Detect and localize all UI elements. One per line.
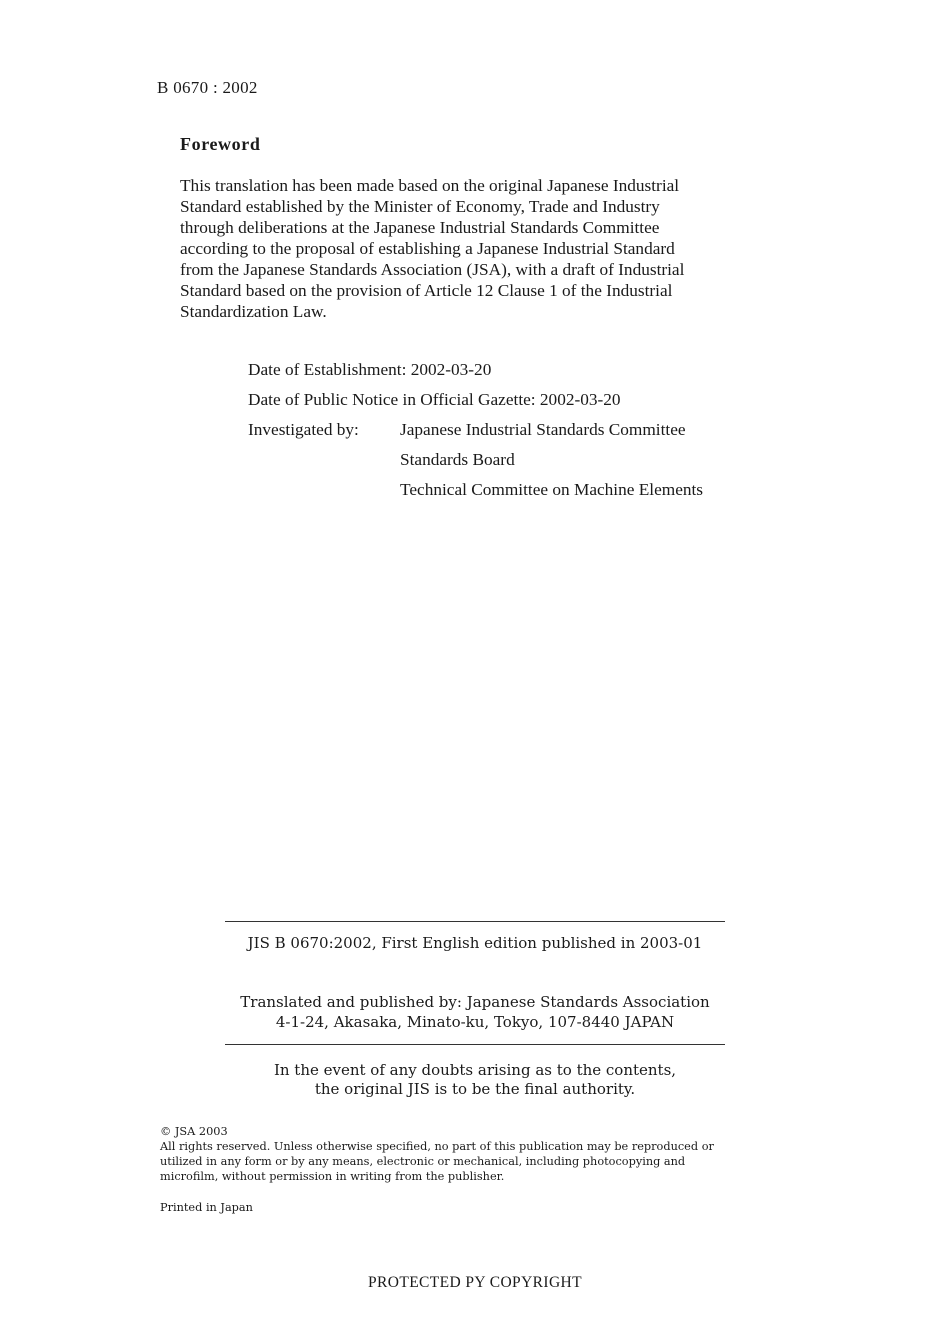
rights-line: utilized in any form or by any means, electronic or mechanical, including photocopying and <box>160 1155 686 1168</box>
investigator-committee: Japanese Industrial Standards Committee <box>400 420 686 439</box>
foreword-line: This translation has been made based on the original Japanese Industrial <box>180 176 680 195</box>
foreword-paragraph <box>180 175 790 322</box>
rights-line: All rights reserved. Unless otherwise specified, no part of this publication may be reproduced or <box>160 1140 714 1153</box>
foreword-heading: Foreword <box>180 134 261 154</box>
authority-note-line2: the original JIS is to be the final authority. <box>314 1080 636 1098</box>
publisher-address: 4-1-24, Akasaka, Minato-ku, Tokyo, 107-8440 JAPAN <box>275 1013 675 1031</box>
divider-bottom <box>225 1044 725 1045</box>
foreword-line: from the Japanese Standards Association (JSA), with a draft of Industrial <box>180 260 685 279</box>
foreword-line: Standardization Law. <box>180 302 327 321</box>
document-code: B 0670 : 2002 <box>157 78 258 97</box>
printed-in: Printed in Japan <box>160 1201 253 1214</box>
investigator-technical-committee: Technical Committee on Machine Elements <box>400 480 704 499</box>
investigated-by-label: Investigated by: <box>248 420 359 439</box>
divider-top <box>225 921 725 922</box>
copyright-notice: © JSA 2003 <box>160 1125 228 1138</box>
foreword-line: Standard based on the provision of Article 12 Clause 1 of the Industrial <box>180 281 673 300</box>
establishment-date: Date of Establishment: 2002-03-20 <box>248 360 492 379</box>
foreword-line: Standard established by the Minister of Economy, Trade and Industry <box>180 197 660 216</box>
foreword-line: through deliberations at the Japanese Industrial Standards Committee <box>180 218 660 237</box>
edition-info: JIS B 0670:2002, First English edition published in 2003-01 <box>247 934 703 952</box>
investigator-board: Standards Board <box>400 450 515 469</box>
foreword-line: according to the proposal of establishing a Japanese Industrial Standard <box>180 239 675 258</box>
authority-note-line1: In the event of any doubts arising as to the contents, <box>273 1061 677 1079</box>
public-notice-date: Date of Public Notice in Official Gazette: 2002-03-20 <box>248 390 621 409</box>
publisher-line: Translated and published by: Japanese Standards Association <box>240 993 710 1011</box>
copyright-stamp: PROTECTED PY COPYRIGHT <box>367 1274 583 1291</box>
rights-line: microfilm, without permission in writing from the publisher. <box>160 1170 505 1183</box>
